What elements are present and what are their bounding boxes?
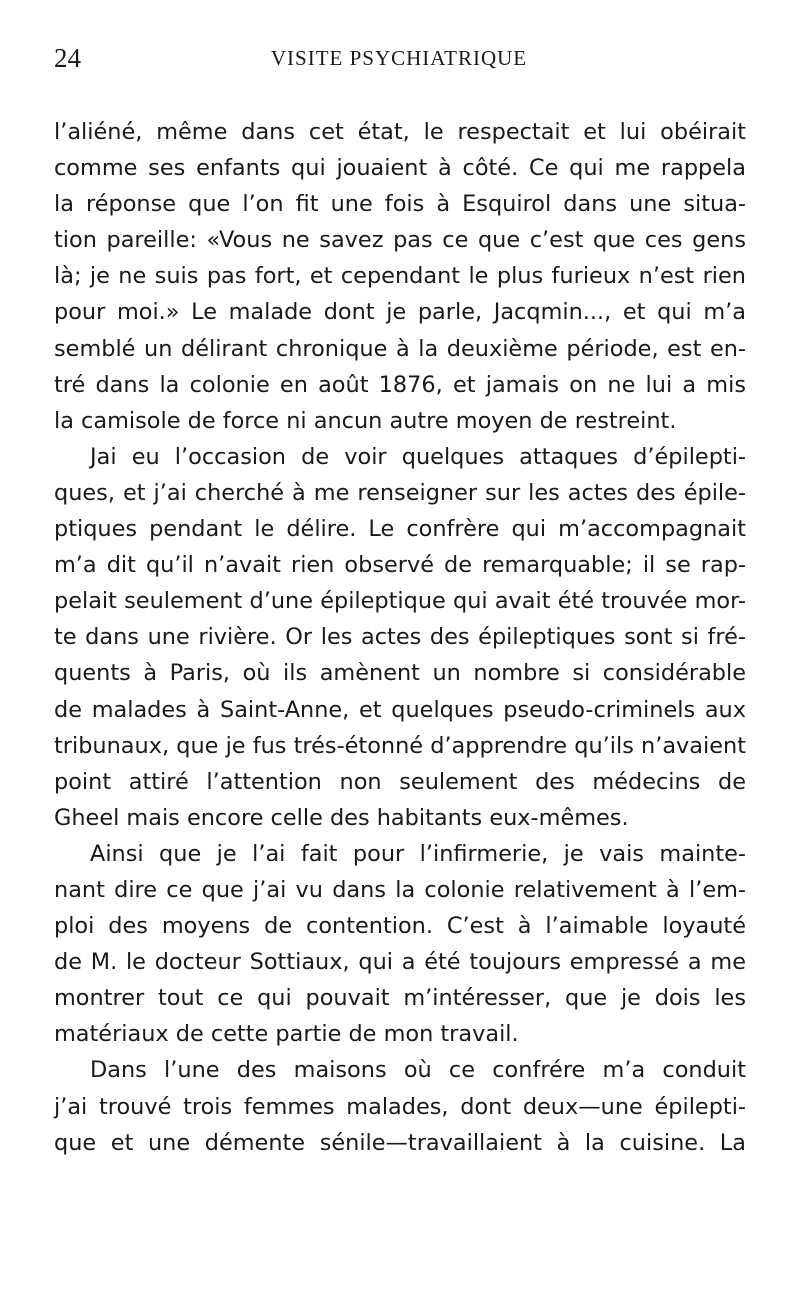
text-line: ptiques pendant le délire. Le confrère qui m’accompagnait xyxy=(54,516,746,543)
text-line: tré dans la colonie en août 1876, et jamais on ne lui a mis xyxy=(54,371,746,398)
text-line: ques, et j’ai cherché à me renseigner sur les actes des épile- xyxy=(54,479,746,506)
text-line: Jai eu l’occasion de voir quelques attaques d’épilepti- xyxy=(90,443,746,470)
text-line: matériaux de cette partie de mon travail. xyxy=(54,1021,519,1048)
page-header xyxy=(54,40,744,76)
paragraph xyxy=(54,114,746,439)
text-line: tribunaux, que je fus trés-étonné d’apprendre qu’ils n’avaient xyxy=(54,732,746,759)
text-line: ploi des moyens de contention. C’est à l’aimable loyauté xyxy=(54,913,746,940)
text-line: tion pareille: «Vous ne savez pas ce que c’est que ces gens xyxy=(54,227,746,254)
paragraph xyxy=(54,1052,746,1160)
body-text xyxy=(54,114,746,1161)
text-line: de malades à Saint-Anne, et quelques pseudo-criminels aux xyxy=(54,696,746,723)
text-line: quents à Paris, où ils amènent un nombre si considérable xyxy=(54,660,746,687)
page-number: 24 xyxy=(54,43,81,73)
text-line: pelait seulement d’une épileptique qui avait été trouvée mor- xyxy=(54,588,746,615)
running-title: VISITE PSYCHIATRIQUE xyxy=(270,46,528,70)
text-line: Gheel mais encore celle des habitants eux-mêmes. xyxy=(54,804,629,831)
text-line: là; je ne suis pas fort, et cependant le plus furieux n’est rien xyxy=(54,263,746,290)
text-line: m’a dit qu’il n’avait rien observé de remarquable; il se rap- xyxy=(54,552,746,579)
text-line: montrer tout ce qui pouvait m’intéresser, que je dois les xyxy=(54,985,746,1012)
text-line: Ainsi que je l’ai fait pour l’infirmerie, je vais mainte- xyxy=(90,840,746,867)
text-line: la réponse que l’on fit une fois à Esquirol dans une situa- xyxy=(54,191,746,218)
text-line: semblé un délirant chronique à la deuxième période, est en- xyxy=(54,335,746,362)
paragraph xyxy=(54,439,746,836)
text-line: point attiré l’attention non seulement des médecins de xyxy=(54,768,746,795)
text-line: la camisole de force ni ancun autre moyen de restreint. xyxy=(54,407,677,434)
text-line: que et une démente sénile—travaillaient à la cuisine. La xyxy=(54,1129,746,1156)
text-line: nant dire ce que j’ai vu dans la colonie relativement à l’em- xyxy=(54,876,746,903)
text-line: pour moi.» Le malade dont je parle, Jacqmin..., et qui m’a xyxy=(54,299,746,326)
text-line: comme ses enfants qui jouaient à côté. Ce qui me rappela xyxy=(54,155,746,182)
text-line: te dans une rivière. Or les actes des épileptiques sont si fré- xyxy=(54,624,746,651)
text-line: j’ai trouvé trois femmes malades, dont deux—une épilepti- xyxy=(54,1093,746,1120)
text-line: Dans l’une des maisons où ce confrére m’a conduit xyxy=(90,1057,746,1084)
paragraph xyxy=(54,836,746,1053)
text-line: l’aliéné, même dans cet état, le respectait et lui obéirait xyxy=(54,119,746,145)
text-line: de M. le docteur Sottiaux, qui a été toujours empressé a me xyxy=(54,949,746,976)
